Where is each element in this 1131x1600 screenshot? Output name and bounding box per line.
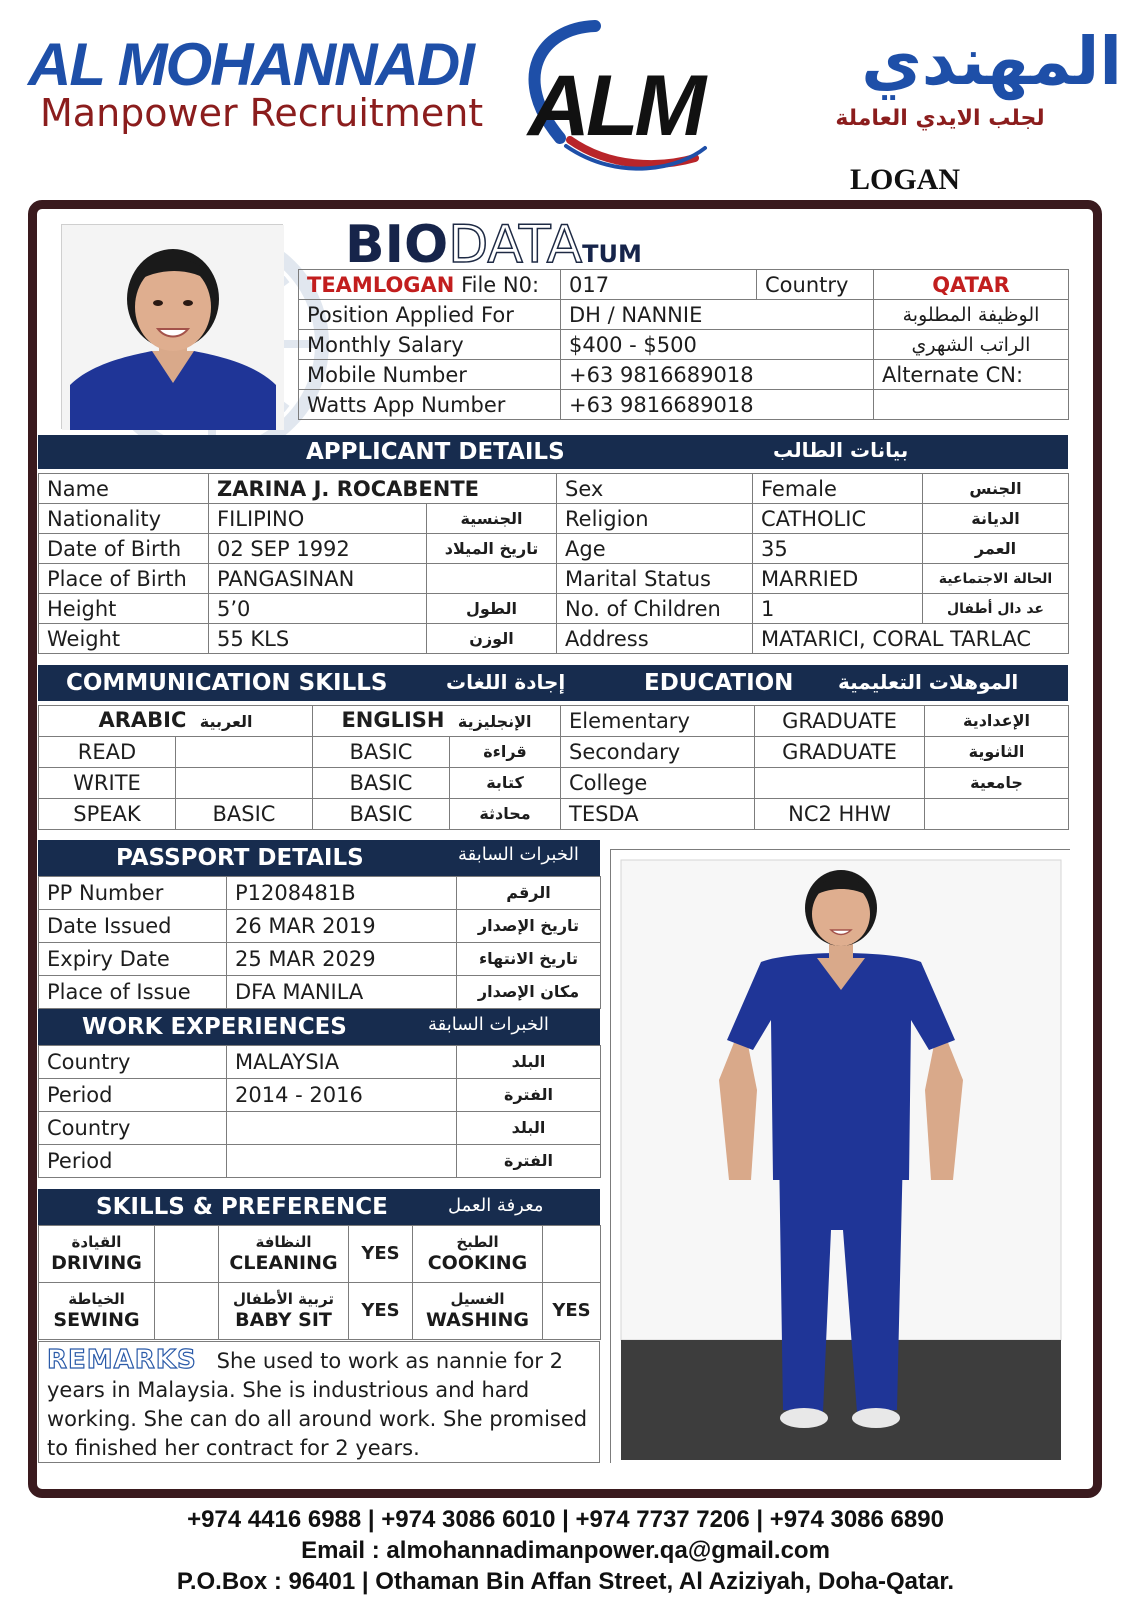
write-label-ar: كتابة (450, 768, 561, 799)
table-row (39, 624, 1069, 654)
speak-label: SPEAK (39, 799, 176, 830)
mobile-label: Mobile Number (299, 360, 561, 390)
sex-value: Female (753, 474, 923, 504)
skill-cleaning: النظافة CLEANING (219, 1226, 349, 1283)
name-label: Name (39, 474, 209, 504)
section-title-ar: الخبرات السابقة (458, 844, 579, 865)
company-tagline-ar: لجلب الايدي العاملة (835, 106, 1045, 131)
table-row (39, 534, 1069, 564)
skill-washing-value: YES (543, 1283, 601, 1340)
skill-driving: القيادة DRIVING (39, 1226, 155, 1283)
expiry-date-label-ar: تاريخ الانتهاء (457, 943, 601, 976)
pp-number-value: P1208481B (227, 877, 457, 910)
write-arabic-value (176, 768, 313, 799)
position-label-ar: الوظيفة المطلوبة (874, 300, 1069, 330)
write-english-value: BASIC (313, 768, 450, 799)
page-title: BIODATATUM (345, 215, 642, 275)
college-label-ar: جامعية (925, 768, 1069, 799)
whatsapp-value: +63 9816689018 (561, 390, 874, 420)
elementary-label-ar: الإعدادية (925, 706, 1069, 737)
company-name-en: AL MOHANNADI (28, 31, 473, 98)
footer-email: Email : almohannadimanpower.qa@gmail.com (301, 1537, 830, 1564)
dob-value: 02 SEP 1992 (209, 534, 427, 564)
sex-label: Sex (557, 474, 753, 504)
weight-label: Weight (39, 624, 209, 654)
skill-cleaning-value: YES (349, 1226, 413, 1283)
section-title-ar: الخبرات السابقة (428, 1014, 549, 1035)
work-period-value: 2014 - 2016 (227, 1079, 457, 1112)
marital-label: Marital Status (557, 564, 753, 594)
religion-label: Religion (557, 504, 753, 534)
table-row (299, 270, 1069, 300)
write-label: WRITE (39, 768, 176, 799)
table-row (39, 474, 1069, 504)
remarks-label: REMARKS (47, 1345, 197, 1375)
table-row (39, 910, 601, 943)
table-row (561, 737, 1069, 768)
section-title-ar: إجادة اللغات (446, 670, 566, 694)
table-row (39, 1226, 601, 1283)
alternate-cn-label: Alternate CN: (874, 360, 1069, 390)
marital-value: MARRIED (753, 564, 923, 594)
table-row (299, 330, 1069, 360)
tesda-label-ar (925, 799, 1069, 830)
religion-label-ar: الديانة (923, 504, 1069, 534)
remarks-text: She used to work as nannie for 2 years in Malaysia. She is industrious and hard working. She can do all around work. She promised to finished her contract for 2 years. (47, 1349, 588, 1460)
salary-label-ar: الراتب الشهري (874, 330, 1069, 360)
speak-arabic-value: BASIC (176, 799, 313, 830)
headshot-image (62, 225, 284, 430)
dob-label-ar: تاريخ الميلاد (427, 534, 557, 564)
work-period-label-ar: الفترة (457, 1145, 601, 1178)
language-skills-table (38, 705, 561, 830)
alternate-cn-value (874, 390, 1069, 420)
company-name-ar: المهندي (861, 23, 1122, 100)
table-row (39, 1283, 601, 1340)
skill-washing: الغسيل WASHING (413, 1283, 543, 1340)
work-country-label: Country (39, 1046, 227, 1079)
file-no-label: TEAMLOGAN File N0: (299, 270, 561, 300)
file-no-value: 017 (561, 270, 757, 300)
speak-english-value: BASIC (313, 799, 450, 830)
name-value: ZARINA J. ROCABENTE (209, 474, 557, 504)
skills-table (38, 1225, 601, 1340)
footer-address: P.O.Box : 96401 | Othaman Bin Affan Street, Al Aziziyah, Doha-Qatar. (176, 1568, 955, 1595)
nationality-value: FILIPINO (209, 504, 427, 534)
work-period-value (227, 1145, 457, 1178)
children-label: No. of Children (557, 594, 753, 624)
height-value: 5’0 (209, 594, 427, 624)
read-english-value: BASIC (313, 737, 450, 768)
country-label: Country (757, 270, 874, 300)
pp-number-label: PP Number (39, 877, 227, 910)
section-title: APPLICANT DETAILS (306, 439, 565, 465)
date-issued-value: 26 MAR 2019 (227, 910, 457, 943)
table-row (39, 799, 561, 830)
logo-text: ALM (527, 58, 703, 154)
skill-sewing: الخياطة SEWING (39, 1283, 155, 1340)
country-value: QATAR (874, 270, 1069, 300)
work-period-label: Period (39, 1079, 227, 1112)
table-row (39, 877, 601, 910)
biodata-card (28, 200, 1102, 1498)
table-row (561, 799, 1069, 830)
passport-table (38, 876, 601, 1009)
work-country-value: MALAYSIA (227, 1046, 457, 1079)
nationality-label-ar: الجنسية (427, 504, 557, 534)
work-country-label: Country (39, 1112, 227, 1145)
file-info-table (298, 269, 1069, 420)
secondary-label: Secondary (561, 737, 755, 768)
nationality-label: Nationality (39, 504, 209, 534)
place-of-issue-value: DFA MANILA (227, 976, 457, 1009)
skill-cooking-value (543, 1226, 601, 1283)
weight-value: 55 KLS (209, 624, 427, 654)
table-row (39, 1112, 601, 1145)
children-label-ar: عد دال أطفال (923, 594, 1069, 624)
address-value: MATARICI, CORAL TARLAC (753, 624, 1069, 654)
remarks-box (38, 1341, 600, 1463)
expiry-date-value: 25 MAR 2029 (227, 943, 457, 976)
elementary-value: GRADUATE (755, 706, 925, 737)
table-row (561, 768, 1069, 799)
secondary-label-ar: الثانوية (925, 737, 1069, 768)
english-header: ENGLISH الإنجليزية (313, 706, 561, 737)
sex-label-ar: الجنس (923, 474, 1069, 504)
table-row (39, 1079, 601, 1112)
skill-babysit-value: YES (349, 1283, 413, 1340)
table-row (561, 706, 1069, 737)
table-row (39, 504, 1069, 534)
passport-details-heading (38, 840, 600, 876)
college-label: College (561, 768, 755, 799)
salary-value: $400 - $500 (561, 330, 874, 360)
age-label: Age (557, 534, 753, 564)
marital-label-ar: الحالة الاجتماعية (923, 564, 1069, 594)
table-row (39, 976, 601, 1009)
work-country-label-ar: البلد (457, 1112, 601, 1145)
table-row (299, 390, 1069, 420)
table-row (39, 768, 561, 799)
read-label-ar: قراءة (450, 737, 561, 768)
work-country-label-ar: البلد (457, 1046, 601, 1079)
tesda-label: TESDA (561, 799, 755, 830)
applicant-details-table (38, 473, 1069, 654)
table-row (299, 360, 1069, 390)
age-label-ar: العمر (923, 534, 1069, 564)
table-row (39, 706, 561, 737)
section-title: PASSPORT DETAILS (116, 845, 364, 871)
speak-label-ar: محادثة (450, 799, 561, 830)
read-label: READ (39, 737, 176, 768)
place-of-issue-label-ar: مكان الإصدار (457, 976, 601, 1009)
height-label: Height (39, 594, 209, 624)
alm-logo (500, 18, 730, 178)
table-row (39, 1046, 601, 1079)
table-row (39, 1145, 601, 1178)
salary-label: Monthly Salary (299, 330, 561, 360)
height-label-ar: الطول (427, 594, 557, 624)
address-label: Address (557, 624, 753, 654)
section-title: EDUCATION (644, 670, 794, 696)
skill-sewing-value (155, 1283, 219, 1340)
section-title-ar: بيانات الطالب (773, 438, 909, 462)
work-period-label: Period (39, 1145, 227, 1178)
work-experience-table (38, 1045, 601, 1178)
age-value: 35 (753, 534, 923, 564)
full-body-image (611, 850, 1071, 1464)
religion-value: CATHOLIC (753, 504, 923, 534)
mobile-value: +63 9816689018 (561, 360, 874, 390)
position-value: DH / NANNIE (561, 300, 874, 330)
secondary-value: GRADUATE (755, 737, 925, 768)
dob-label: Date of Birth (39, 534, 209, 564)
pp-number-label-ar: الرقم (457, 877, 601, 910)
table-row (39, 943, 601, 976)
section-title: SKILLS & PREFERENCE (96, 1194, 388, 1220)
team-name: LOGAN (850, 163, 961, 196)
skill-babysit: تربية الأطفال BABY SIT (219, 1283, 349, 1340)
read-arabic-value (176, 737, 313, 768)
date-issued-label-ar: تاريخ الإصدار (457, 910, 601, 943)
pob-value: PANGASINAN (209, 564, 427, 594)
footer-phones: +974 4416 6988 | +974 3086 6010 | +974 7737 7206 | +974 3086 6890 (187, 1506, 944, 1533)
work-experiences-heading (38, 1009, 600, 1045)
applicant-photo (61, 224, 283, 429)
work-country-value (227, 1112, 457, 1145)
education-table (560, 705, 1069, 830)
section-title: WORK EXPERIENCES (82, 1014, 347, 1040)
table-row (39, 564, 1069, 594)
arabic-header: ARABIC العربية (39, 706, 313, 737)
place-of-issue-label: Place of Issue (39, 976, 227, 1009)
skills-preference-heading (38, 1189, 600, 1225)
weight-label-ar: الوزن (427, 624, 557, 654)
skill-driving-value (155, 1226, 219, 1283)
table-row (39, 594, 1069, 624)
expiry-date-label: Expiry Date (39, 943, 227, 976)
work-period-label-ar: الفترة (457, 1079, 601, 1112)
section-title-ar: معرفة العمل (448, 1195, 544, 1216)
section-title-ar: الموهلات التعليمية (838, 670, 1019, 694)
pob-label: Place of Birth (39, 564, 209, 594)
date-issued-label: Date Issued (39, 910, 227, 943)
college-value (755, 768, 925, 799)
position-label: Position Applied For (299, 300, 561, 330)
pob-label-ar (427, 564, 557, 594)
table-row (39, 737, 561, 768)
table-row (299, 300, 1069, 330)
company-tagline-en: Manpower Recruitment (40, 91, 484, 135)
communication-education-heading (38, 665, 1068, 701)
full-body-photo (610, 849, 1070, 1463)
children-value: 1 (753, 594, 923, 624)
tesda-value: NC2 HHW (755, 799, 925, 830)
skill-cooking: الطبخ COOKING (413, 1226, 543, 1283)
section-title: COMMUNICATION SKILLS (66, 670, 388, 696)
applicant-details-heading (38, 435, 1068, 469)
elementary-label: Elementary (561, 706, 755, 737)
whatsapp-label: Watts App Number (299, 390, 561, 420)
